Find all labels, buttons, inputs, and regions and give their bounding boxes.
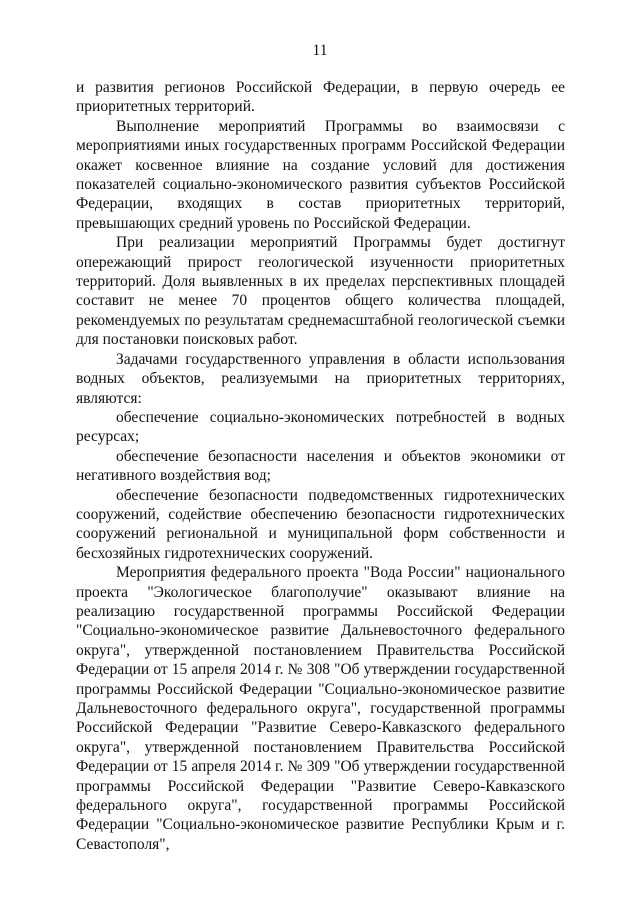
paragraph-water-management-tasks: Задачами государственного управления в области использования водных объектов, реализуемыми на приоритетных территориях, являются: bbox=[76, 350, 565, 407]
paragraph-water-of-russia-project: Мероприятия федерального проекта "Вода России" национального проекта "Экологическое благополучие" оказывают влияние на реализацию государственной программы Российской Федерации "Социально-экономическое развитие Дальневосточного федерального округа", утвержденной постановлением Правительства Российской Федерации от 15 апреля 2014 г. № 308 "Об утверждении государственной программы Российской Федерации "Социально-экономическое развитие Дальневосточного федерального округа", государственной программы Российской Федерации "Развитие Северо-Кавказского федерального округа", утвержденной постановлением Правительства Российской Федерации от 15 апреля 2014 г. № 309 "Об утверждении государственной программы Российской Федерации "Развитие Северо-Кавказского федерального округа", государственной программы Российской Федерации "Социально-экономическое развитие Республики Крым и г. Севастополя", bbox=[76, 564, 565, 853]
list-item-water-resources: обеспечение социально-экономических потребностей в водных ресурсах; bbox=[76, 408, 565, 446]
paragraph-continuation: и развития регионов Российской Федерации, в первую очередь ее приоритетных территорий. bbox=[76, 79, 565, 116]
list-item-hydraulic-structures: обеспечение безопасности подведомственных гидротехнических сооружений, содействие обеспечению безопасности гидротехнических сооружений региональной и муниципальной форм собственности и бесхозяйных гидротехнических сооружений. bbox=[76, 486, 565, 562]
paragraph-geological-study: При реализации мероприятий Программы будет достигнут опережающий прирост геологической изученности приоритетных территорий. Доля выявленных в их пределах перспективных площадей составит не менее 70 процентов общего количества площадей, рекомендуемых по результатам среднемасштабной геологической съемки для постановки поисковых работ. bbox=[76, 234, 565, 349]
document-body bbox=[76, 78, 565, 854]
paragraph-programme-interaction: Выполнение мероприятий Программы во взаимосвязи с мероприятиями иных государственных программ Российской Федерации окажет косвенное влияние на создание условий для достижения показателей социально-экономического развития субъектов Российской Федерации, входящих в состав приоритетных территорий, превышающих средний уровень по Российской Федерации. bbox=[76, 117, 565, 232]
list-item-population-safety: обеспечение безопасности населения и объектов экономики от негативного воздействия вод; bbox=[76, 447, 565, 485]
page-number: 11 bbox=[312, 42, 328, 59]
